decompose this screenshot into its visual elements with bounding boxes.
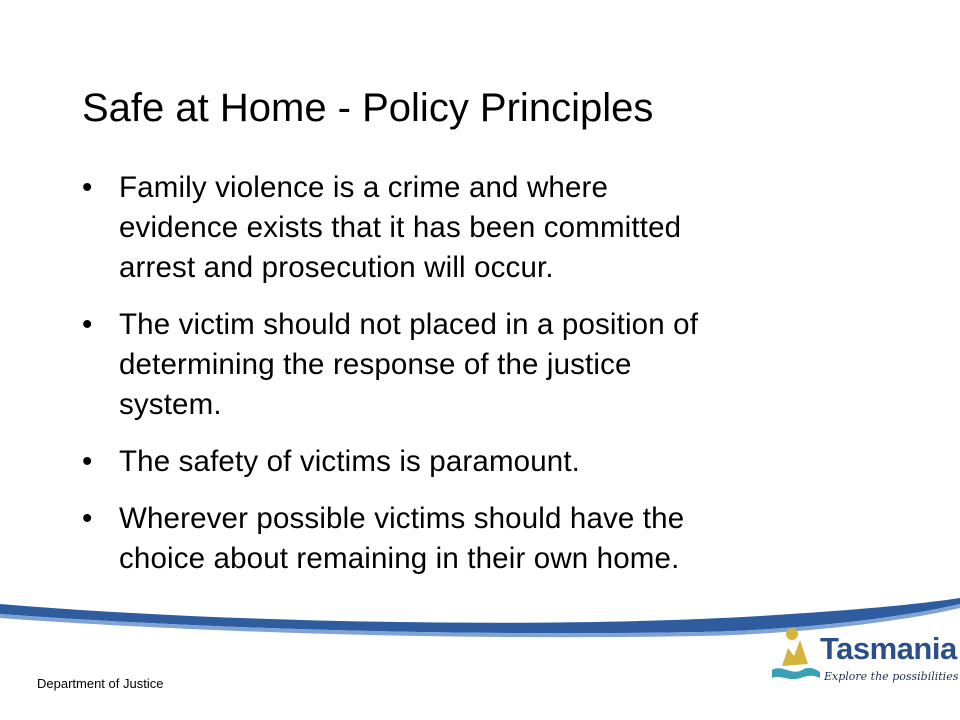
- tasmania-emblem-icon: [768, 620, 824, 688]
- bullet-item: [82, 168, 862, 288]
- slide-title: Safe at Home - Policy Principles: [82, 86, 654, 130]
- bullet-line: The safety of victims is paramount.: [119, 445, 581, 478]
- bullet-marker: •: [82, 171, 93, 204]
- bullet-item: [82, 442, 862, 482]
- bullet-list: [82, 168, 862, 596]
- bullet-line: choice about remaining in their own home.: [119, 542, 680, 575]
- bullet-line: The victim should not placed in a position of: [119, 308, 699, 341]
- bullet-line: determining the response of the justice: [119, 348, 632, 381]
- bullet-line: arrest and prosecution will occur.: [119, 251, 554, 284]
- tasmania-logo: [768, 620, 959, 692]
- logo-name: Tasmania: [820, 631, 957, 666]
- bullet-marker: •: [82, 502, 93, 535]
- bullet-line: evidence exists that it has been committed: [119, 211, 682, 244]
- logo-tagline: Explore the possibilities: [824, 670, 959, 683]
- bullet-line: system.: [119, 388, 222, 421]
- bullet-marker: •: [82, 445, 93, 478]
- bullet-line: Wherever possible victims should have the: [119, 502, 685, 535]
- bullet-marker: •: [82, 308, 93, 341]
- department-label: Department of Justice: [37, 676, 164, 691]
- bullet-item: [82, 499, 862, 579]
- bullet-item: [82, 305, 862, 425]
- bullet-line: Family violence is a crime and where: [119, 171, 609, 204]
